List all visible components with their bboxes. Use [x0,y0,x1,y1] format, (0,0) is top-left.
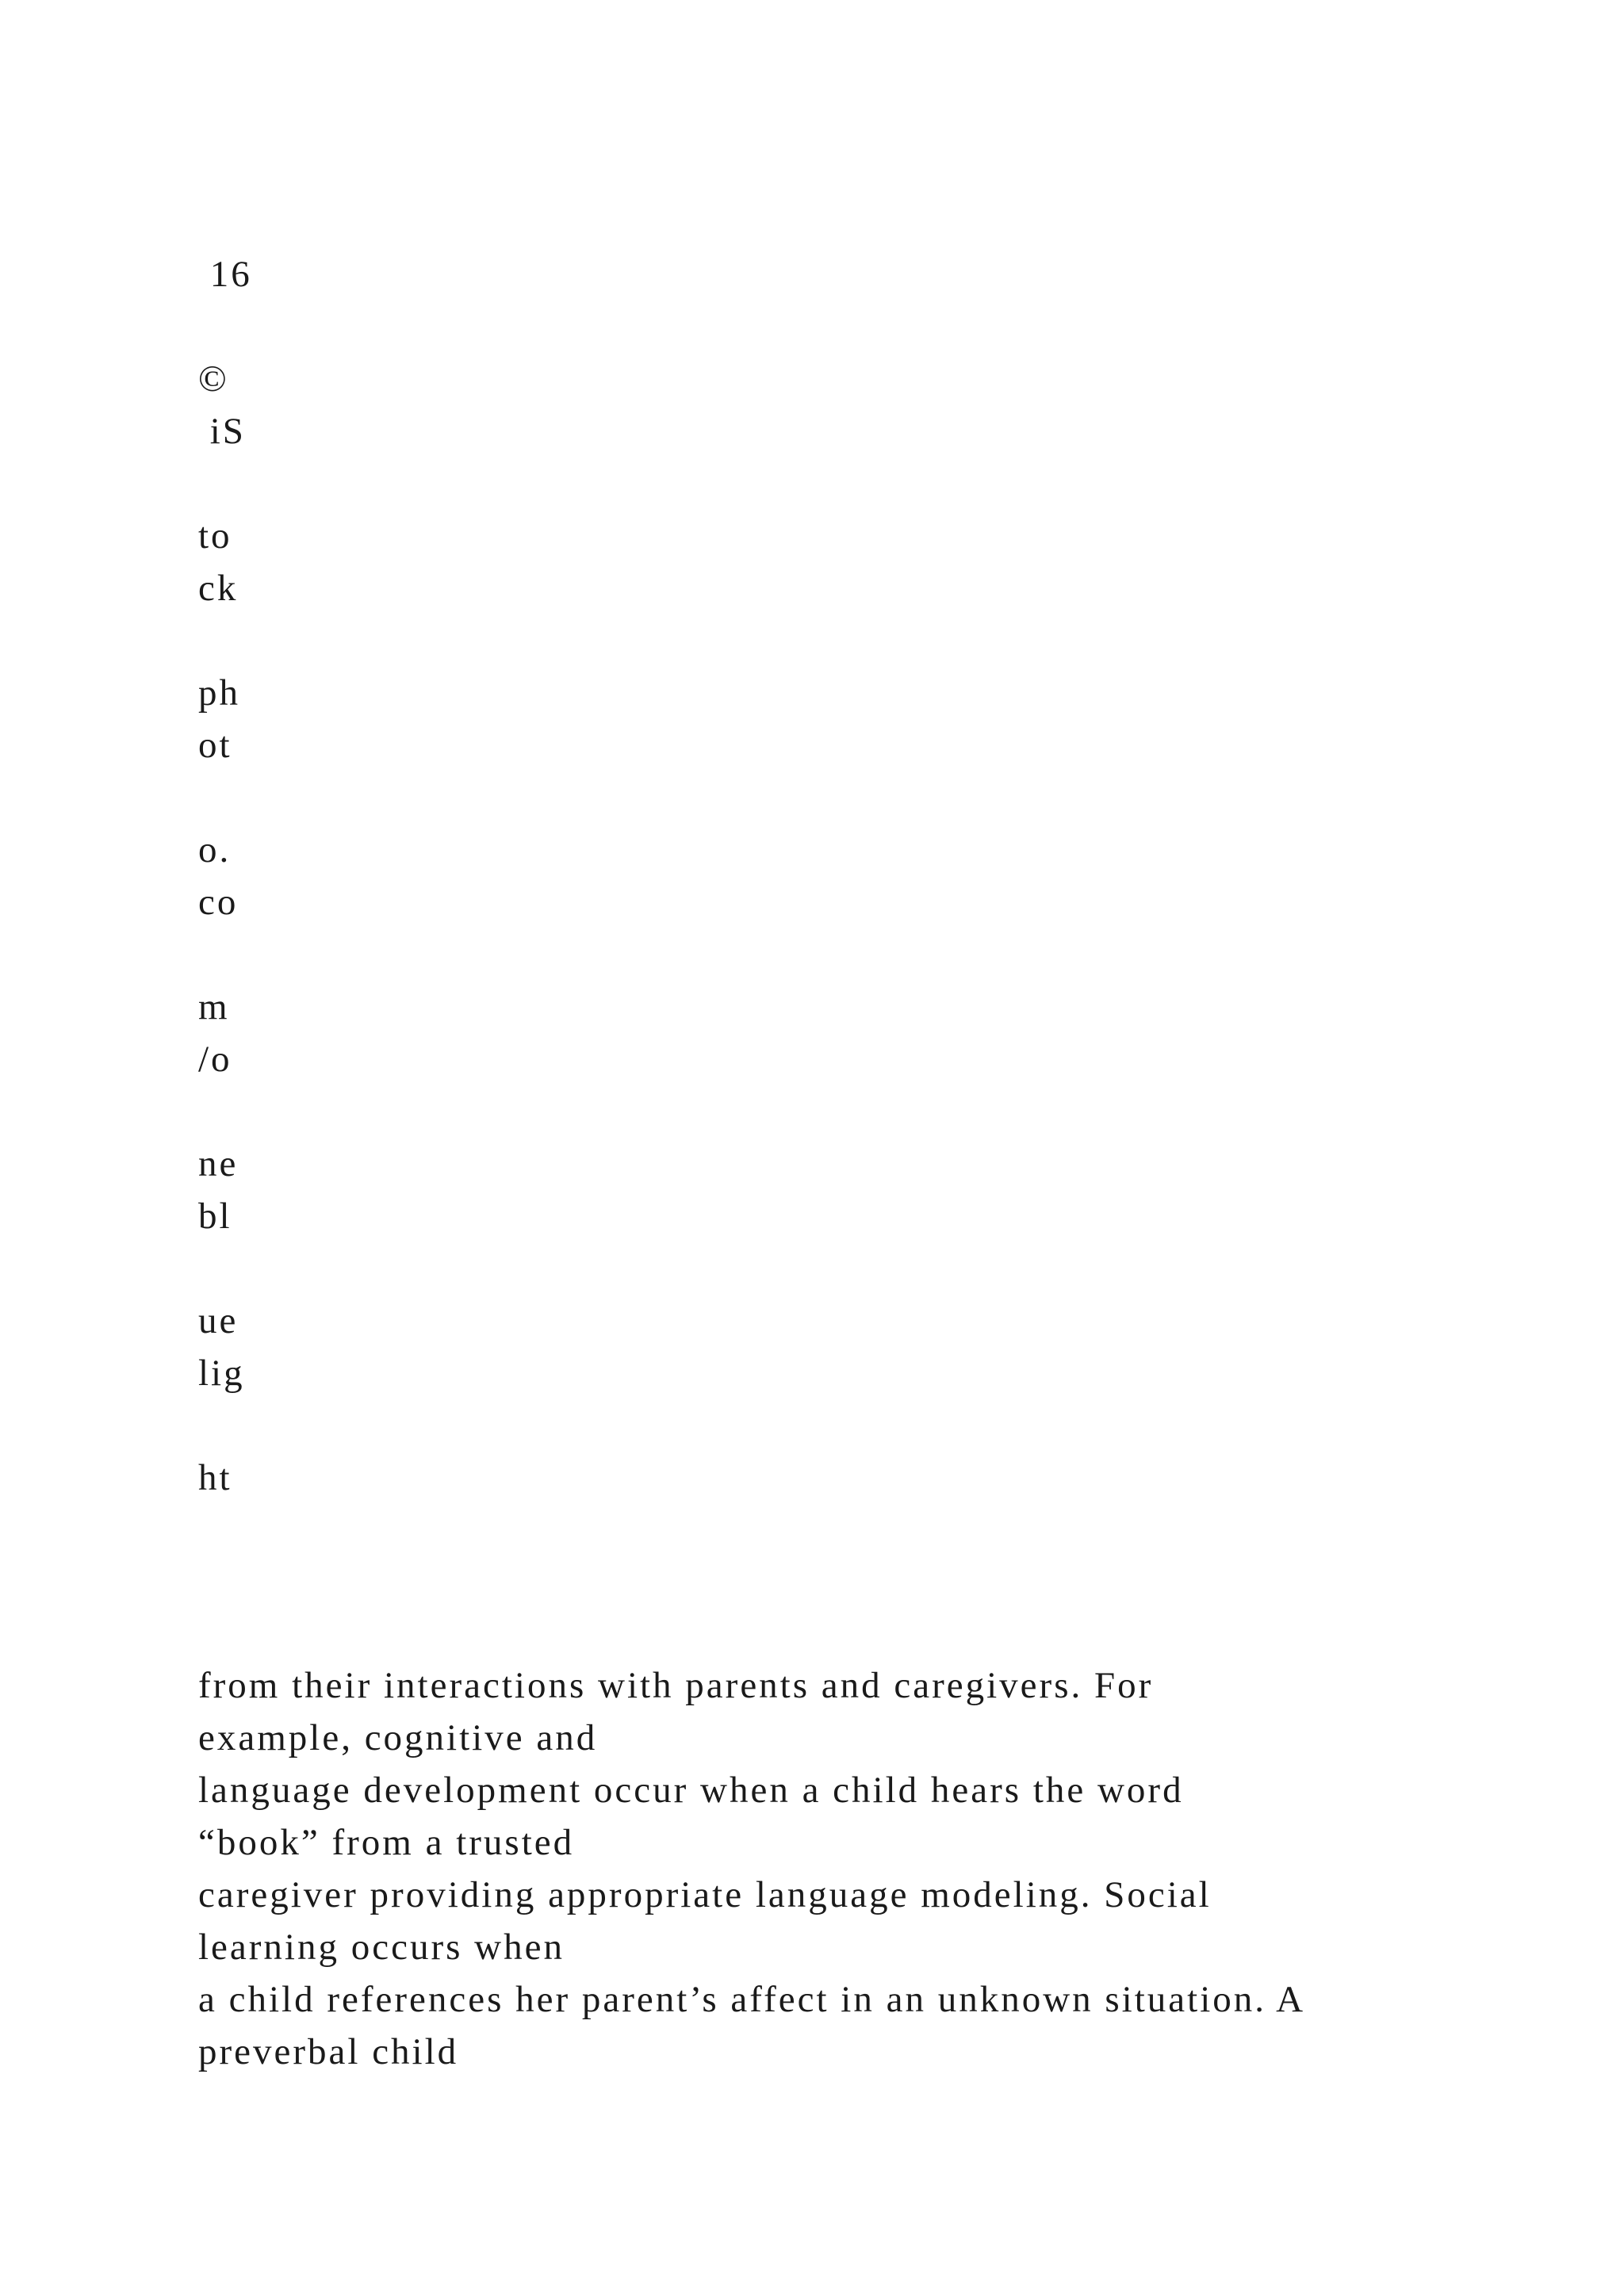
credit-fragment: ck [198,568,239,609]
page-number: 16 [198,254,252,295]
credit-fragment: ue [198,1300,239,1341]
credit-fragment: ne [198,1143,239,1184]
credit-fragment: ot [198,725,232,766]
body-line: from their interactions with parents and caregivers. For [198,1665,1154,1706]
body-line: a child references her parent’s affect in an unknown situation. A [198,1979,1306,2020]
credit-fragment: lig [198,1353,245,1394]
credit-fragment: © [198,358,229,400]
credit-fragment: bl [198,1196,232,1237]
credit-fragment: o. [198,829,232,871]
credit-fragment: m [198,986,230,1027]
body-line: learning occurs when [198,1927,565,1968]
credit-fragment: ph [198,672,240,714]
credit-fragment: co [198,882,239,923]
body-line: caregiver providing appropriate language modeling. Social [198,1874,1212,1915]
body-line: example, cognitive and [198,1717,598,1758]
credit-fragment: /o [198,1039,232,1080]
body-line: “book” from a trusted [198,1822,575,1863]
credit-fragment: to [198,515,232,557]
body-line: preverbal child [198,2031,459,2072]
credit-fragment: iS [198,411,246,452]
credit-fragment: ht [198,1457,232,1498]
body-line: language development occur when a child hears the word [198,1770,1184,1811]
